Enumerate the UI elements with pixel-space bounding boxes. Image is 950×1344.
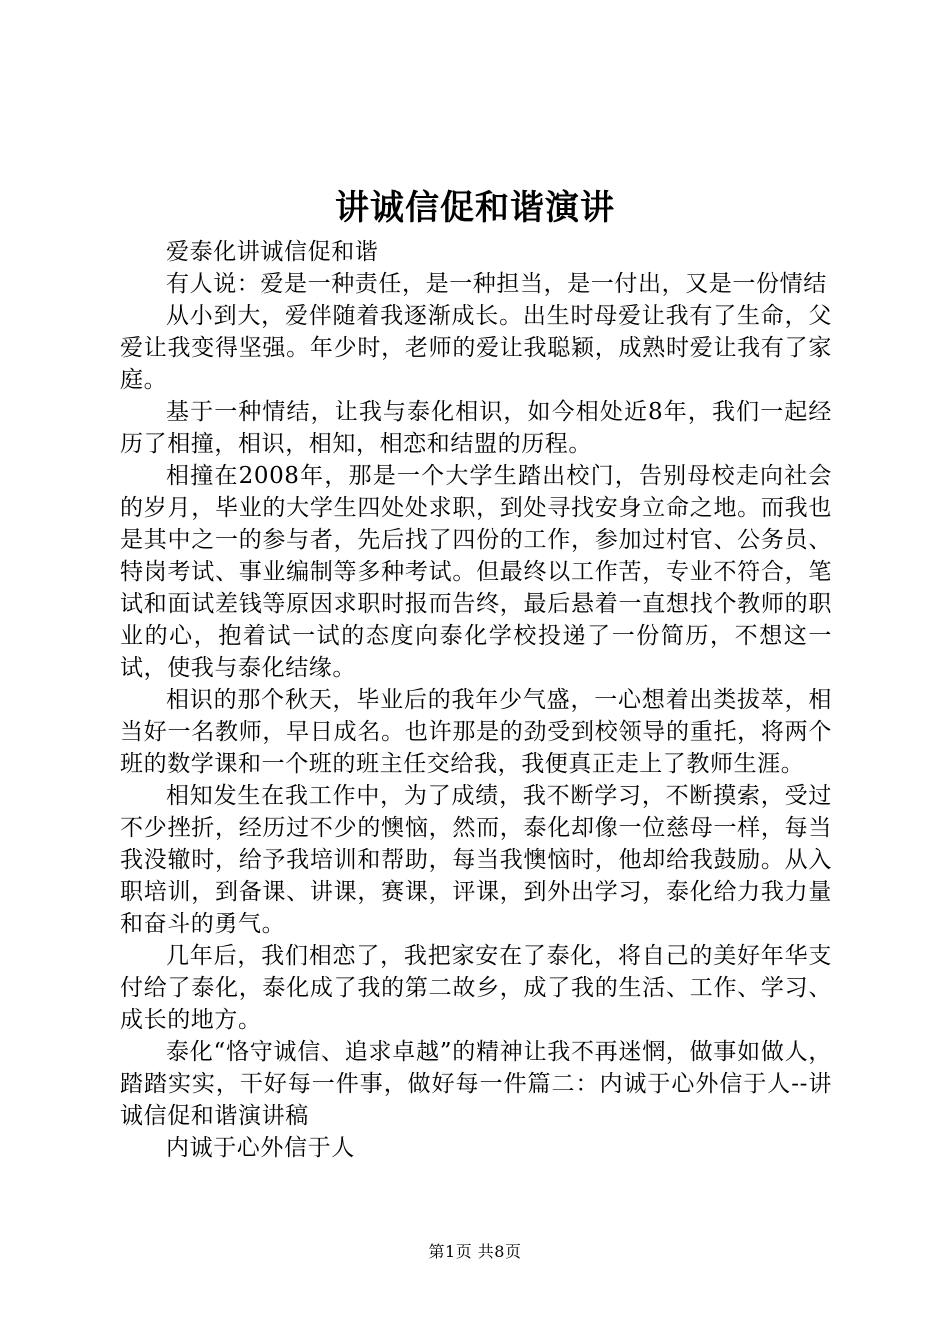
- paragraph-growing-up: 从小到大，爱伴随着我逐渐成长。出生时母爱让我有了生命，父爱让我变得坚强。年少时，老师的爱让我聪颖，成熟时爱让我有了家庭。: [120, 303, 832, 393]
- paragraph-2008: 相撞在2008年，那是一个大学生踏出校门，告别母校走向社会的岁月，毕业的大学生四处处求职，到处寻找安身立命之地。而我也是其中之一的参与者，先后找了四份的工作，参加过村官、公务员、特岗考试、事业编制等多种考试。但最终以工作苦，专业不符合，笔试和面试差钱等原因求职时报而告终，最后悬着一直想找个教师的职业的心，抱着试一试的态度向泰化学校投递了一份简历，不想这一试，使我与泰化结缘。: [120, 463, 832, 681]
- paragraph-heading-2: 内诚于心外信于人: [166, 1135, 355, 1161]
- paragraph-work: 相知发生在我工作中，为了成绩，我不断学习，不断摸索，受过不少挫折，经历过不少的懊恼，然而，泰化却像一位慈母一样，每当我没辙时，给予我培训和帮助，每当我懊恼时，他却给我鼓励。从入职培训，到备课、讲课，赛课，评课，到外出学习，泰化给力我力量和奋斗的勇气。: [120, 783, 832, 937]
- page-number-footer: 第1页 共8页: [428, 1242, 522, 1261]
- document-title: 讲诚信促和谐演讲: [335, 188, 615, 228]
- paragraph-bond: 基于一种情结，让我与泰化相识，如今相处近8年，我们一起经历了相撞，相识，相知，相恋和结盟的历程。: [120, 399, 832, 457]
- paragraph-spirit: 泰化“恪守诚信、追求卓越”的精神让我不再迷惘，做事如做人，踏踏实实，干好每一件事，做好每一件篇二：内诚于心外信于人--讲诚信促和谐演讲稿: [120, 1039, 832, 1129]
- paragraph-years-later: 几年后，我们相恋了，我把家安在了泰化，将自己的美好年华支付给了泰化，泰化成了我的第二故乡，成了我的生活、工作、学习、成长的地方。: [120, 943, 832, 1033]
- paragraph-subtitle: 爱泰化讲诚信促和谐: [166, 239, 379, 265]
- paragraph-autumn: 相识的那个秋天，毕业后的我年少气盛，一心想着出类拔萃，相当好一名教师，早日成名。也许那是的劲受到校领导的重托，将两个班的数学课和一个班的班主任交给我，我便真正走上了教师生涯。: [120, 687, 832, 777]
- paragraph-intro: 有人说：爱是一种责任，是一种担当，是一付出，又是一份情结: [166, 271, 827, 297]
- document-body: [120, 236, 832, 1164]
